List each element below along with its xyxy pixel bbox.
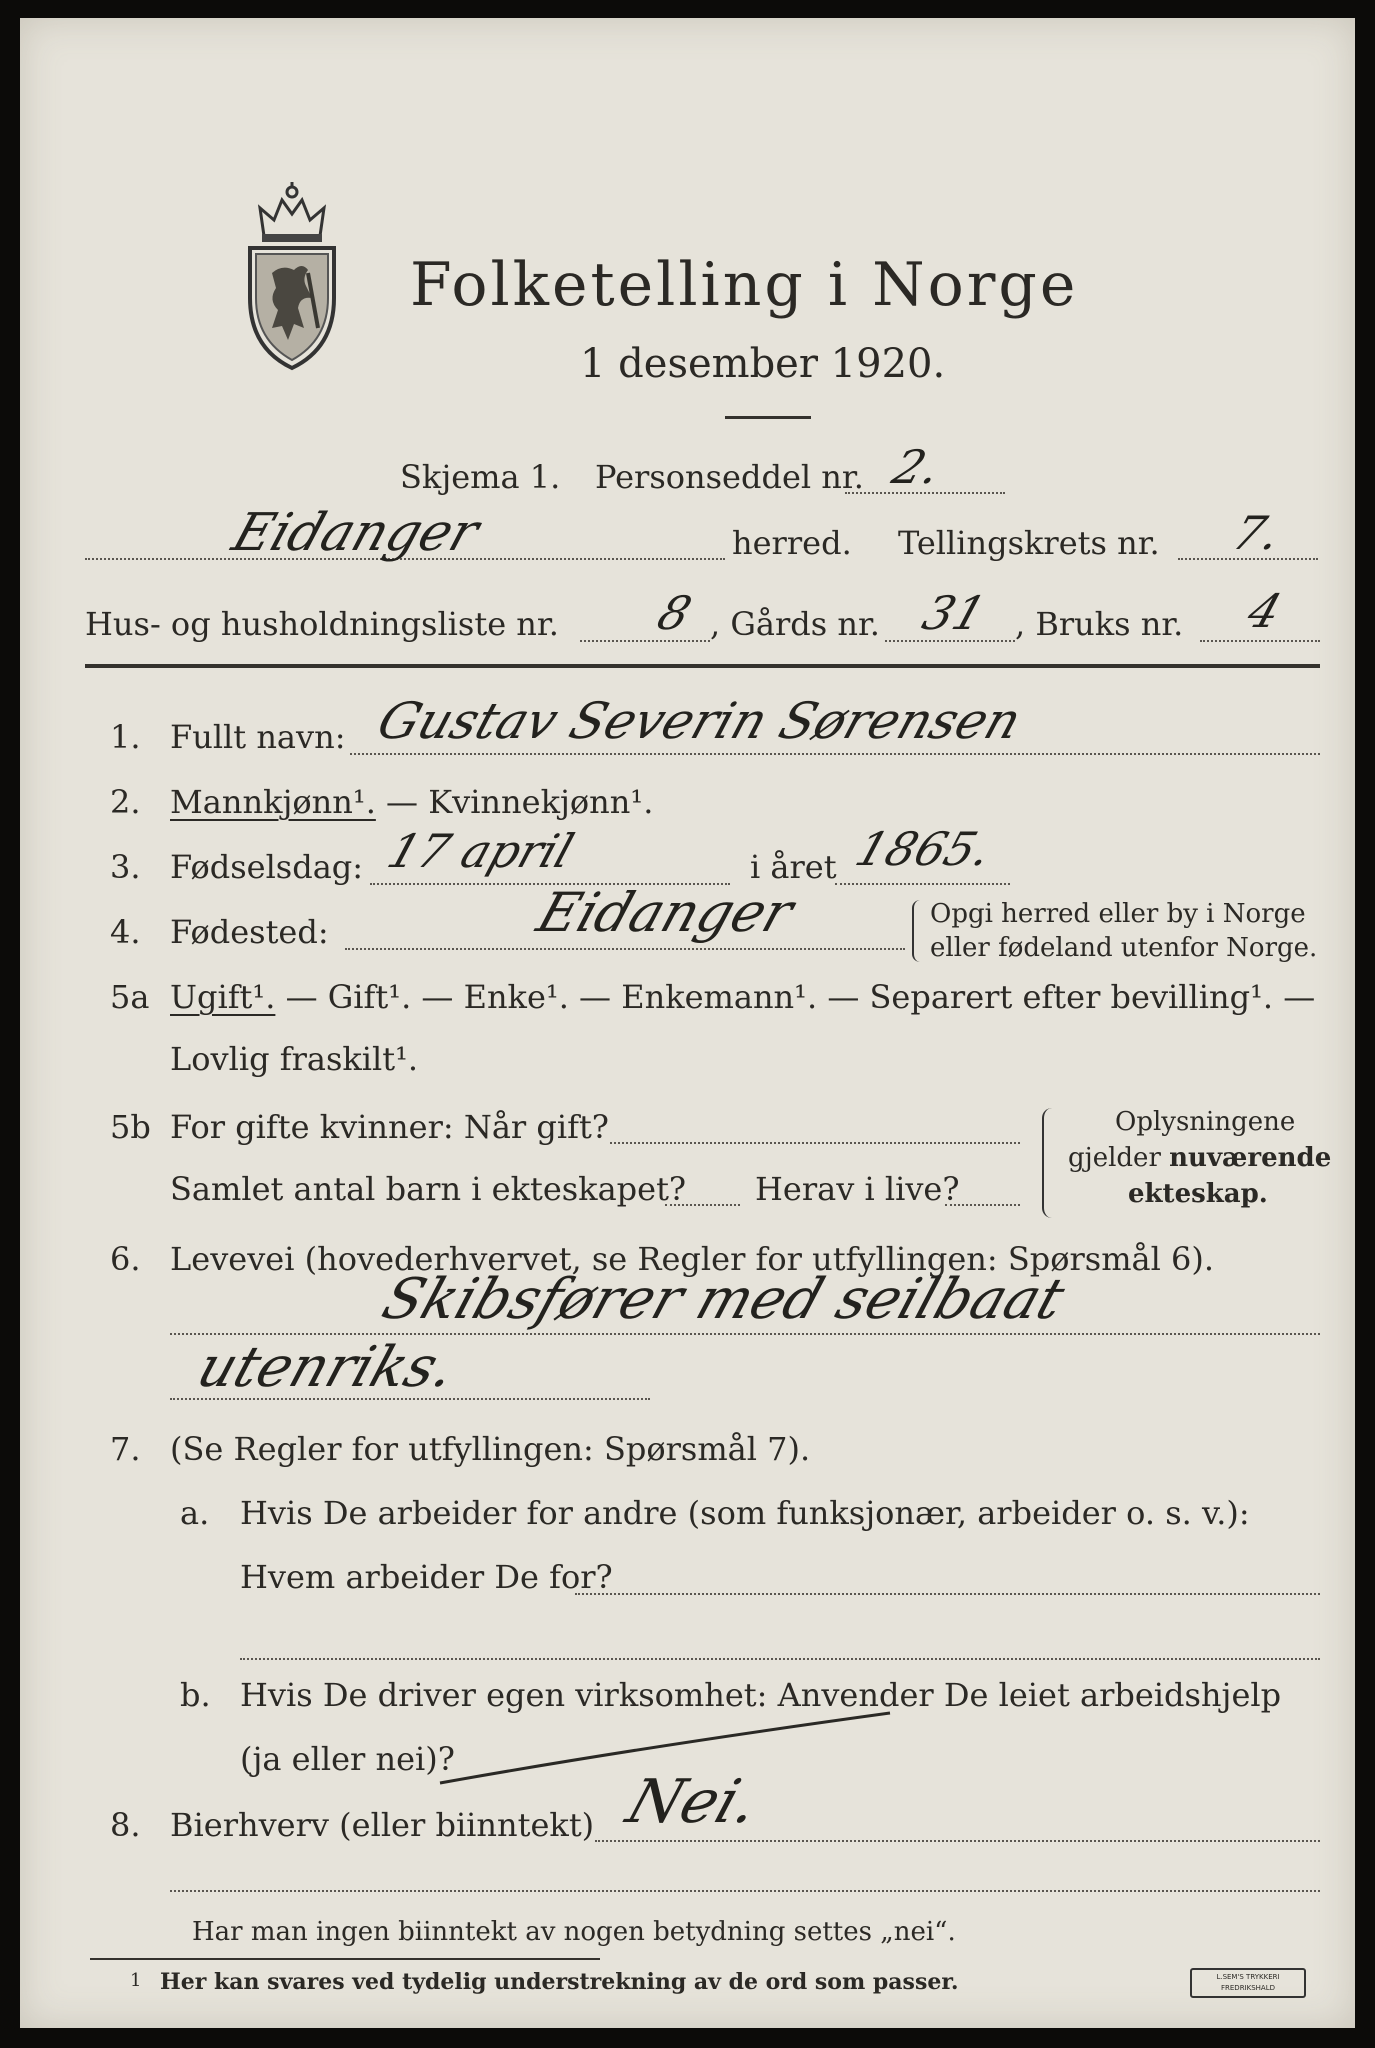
gards-field-line: [885, 640, 1015, 642]
q8-field-line2: [170, 1890, 1320, 1892]
q5a-options: [170, 978, 1315, 1016]
q8-number: 8.: [110, 1806, 141, 1844]
gards-label: , Gårds nr.: [710, 605, 880, 643]
q5a-line2: Lovlig fraskilt¹.: [170, 1040, 419, 1078]
q5a-ugift: Ugift¹.: [170, 978, 276, 1016]
q4-brace: [912, 900, 920, 962]
q1-field-line: [350, 753, 1320, 755]
q4-note-line2: eller fødeland utenfor Norge.: [930, 933, 1318, 963]
q1-label: Fullt navn:: [170, 718, 346, 756]
q5b-field-line2: [665, 1204, 740, 1206]
q5b-field-line1: [610, 1142, 1020, 1144]
hus-field-line: [580, 640, 710, 642]
q2-separator: —: [375, 783, 429, 821]
bruks-field-line: [1200, 640, 1320, 642]
q3-year-field-line: [835, 883, 1010, 885]
q4-note-line1: Opgi herred eller by i Norge: [930, 899, 1306, 929]
q5b-label1: For gifte kvinner: Når gift?: [170, 1108, 609, 1146]
q6-occupation-value1: Skibsfører med seilbaat: [374, 1267, 1073, 1332]
q2-mannkjonn: Mannkjønn¹.: [170, 783, 376, 821]
q5a-other-options: — Gift¹. — Enke¹. — Enkemann¹. — Separert efter bevilling¹. —: [275, 978, 1316, 1016]
q3-label: Fødselsdag:: [170, 848, 364, 886]
q4-label: Fødested:: [170, 913, 329, 951]
q7a-label1: Hvis De arbeider for andre (som funksjonær, arbeider o. s. v.):: [240, 1494, 1250, 1532]
q5b-field-line3: [945, 1204, 1020, 1206]
printer-mark-line1: L.SEM'S TRYKKERI: [1216, 1973, 1280, 1981]
q7a-field-line1: [575, 1593, 1320, 1595]
q5b-note-line3: ekteskap.: [1128, 1179, 1268, 1209]
personseddel-label: Personseddel nr.: [595, 458, 864, 496]
q3-year-value: 1865.: [849, 822, 999, 876]
q7b-label1: Hvis De driver egen virksomhet: Anvender De leiet arbeidshjelp: [240, 1676, 1282, 1714]
skjema-label: Skjema 1.: [400, 458, 561, 496]
q5b-label3: Herav i live?: [755, 1170, 960, 1208]
q5b-note-line1: Oplysningene: [1115, 1107, 1296, 1137]
printer-mark: [1190, 1968, 1306, 1998]
footnote-mark: 1: [130, 1970, 142, 1991]
q5b-note-line2: gjelder nuværende: [1068, 1143, 1332, 1173]
q7-label: (Se Regler for utfyllingen: Spørsmål 7).: [170, 1430, 811, 1468]
q1-name-value: Gustav Severin Sørensen: [370, 692, 1029, 750]
tellingskrets-value: 7.: [1226, 506, 1288, 560]
nei-note: Har man ingen biinntekt av nogen betydning settes „nei“.: [192, 1917, 956, 1947]
q7b-label2: (ja eller nei)?: [240, 1740, 455, 1778]
coat-of-arms-icon: [242, 178, 342, 378]
q8-value: Nei.: [618, 1767, 768, 1837]
q4-field-line: [345, 948, 905, 950]
q1-number: 1.: [110, 718, 141, 756]
q3-day-value: 17 april: [381, 824, 581, 878]
q5b-brace: [1042, 1108, 1052, 1218]
census-form-page: [20, 18, 1355, 2028]
bruks-value: 4: [1241, 584, 1289, 638]
title-divider: [725, 416, 811, 419]
q2-number: 2.: [110, 783, 141, 821]
q7a-letter: a.: [180, 1494, 210, 1532]
q5b-label2: Samlet antal barn i ekteskapet?: [170, 1170, 687, 1208]
printer-mark-line2: FREDRIKSHALD: [1220, 1984, 1275, 1992]
q3-number: 3.: [110, 848, 141, 886]
tellingskrets-label: Tellingskrets nr.: [898, 524, 1160, 562]
q7b-letter: b.: [180, 1676, 211, 1714]
hus-label: Hus- og husholdningsliste nr.: [85, 605, 559, 643]
q6-occupation-value2: utenriks.: [189, 1335, 464, 1400]
q7a-label2: Hvem arbeider De for?: [240, 1558, 613, 1596]
q5b-number: 5b: [110, 1108, 151, 1146]
form-date: 1 desember 1920.: [580, 341, 946, 387]
header-divider: [85, 664, 1320, 668]
footnote-divider: [90, 1958, 600, 1960]
hus-value: 8: [651, 586, 699, 640]
q2-options: [170, 783, 653, 821]
q8-label: Bierhverv (eller biinntekt): [170, 1806, 595, 1844]
q8-field-line1: [595, 1840, 1320, 1842]
q3-year-label: i året: [750, 848, 837, 886]
q6-number: 6.: [110, 1240, 141, 1278]
q5a-number: 5a: [110, 978, 150, 1016]
q7a-field-line2: [240, 1658, 1320, 1660]
herred-label: herred.: [732, 524, 852, 562]
herred-value: Eidanger: [225, 503, 487, 563]
gards-value: 31: [916, 586, 993, 640]
q6-label: Levevei (hovederhvervet, se Regler for utfyllingen: Spørsmål 6).: [170, 1240, 1215, 1278]
q7-number: 7.: [110, 1430, 141, 1468]
footnote-text: Her kan svares ved tydelig understrekning av de ord som passer.: [160, 1969, 959, 1995]
q2-kvinnekjonn: Kvinnekjønn¹.: [428, 783, 654, 821]
form-title: Folketelling i Norge: [410, 250, 1079, 320]
q4-number: 4.: [110, 913, 141, 951]
personseddel-value: 2.: [886, 440, 948, 494]
q4-birthplace-value: Eidanger: [529, 881, 801, 944]
bruks-label: , Bruks nr.: [1015, 605, 1184, 643]
